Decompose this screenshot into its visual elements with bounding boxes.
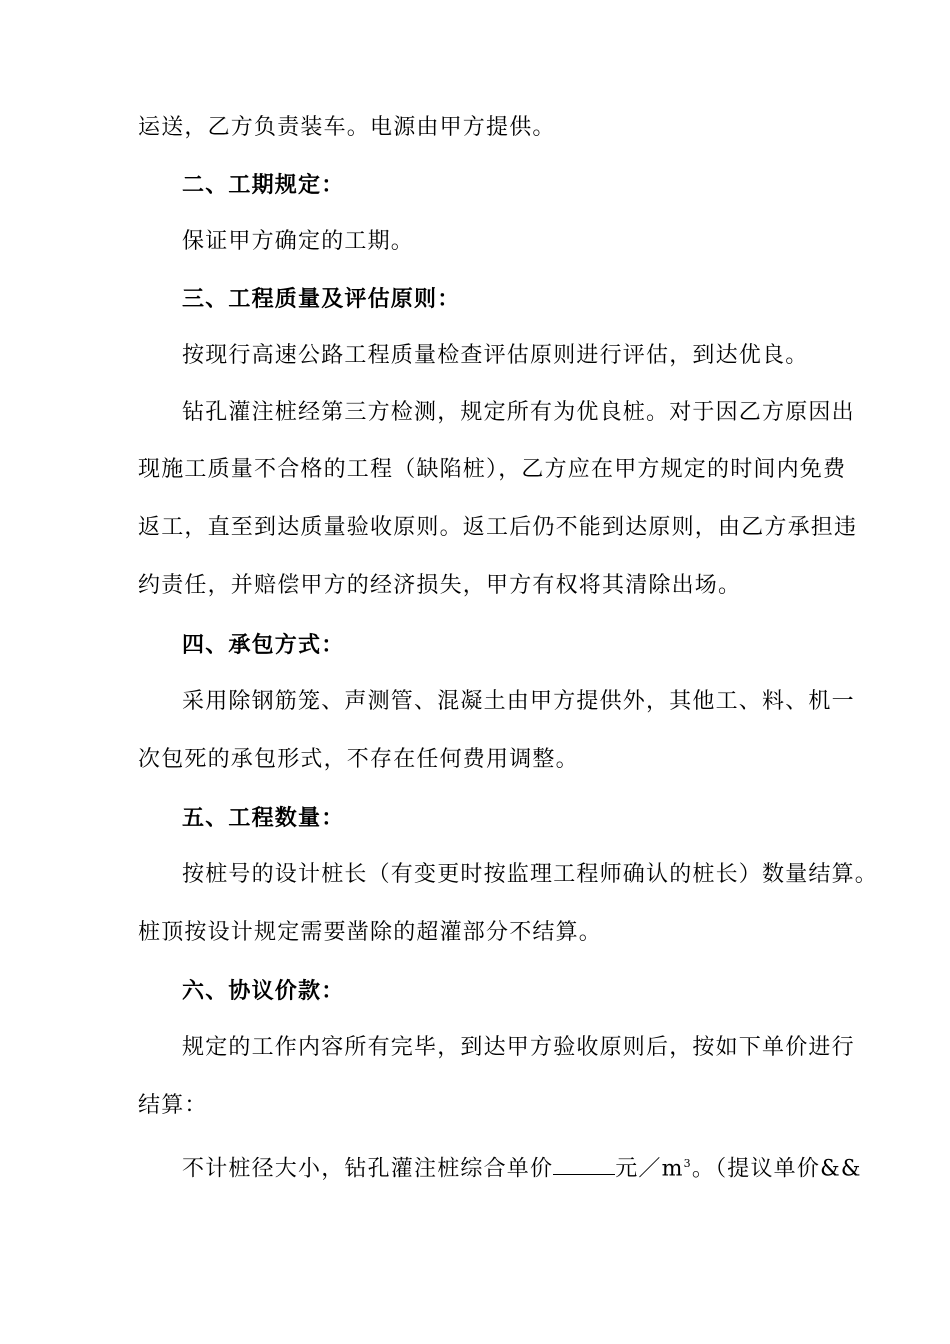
price-blank (553, 1154, 615, 1175)
unit-price-text: 不计桩径大小，钻孔灌注桩综合单价 (182, 1156, 554, 1182)
paragraph-line: 钻孔灌注桩经第三方检测，规定所有为优良桩。对于因乙方原因出 (182, 400, 855, 425)
unit-price-tail: 。（提议单价&& (691, 1156, 862, 1182)
section-heading-schedule: 二、工期规定： (182, 172, 345, 198)
paragraph-line: 采用除钢筋笼、声测管、混凝土由甲方提供外，其他工、料、机一 (182, 689, 855, 714)
paragraph-line: 桩顶按设计规定需要凿除的超灌部分不结算。 (138, 920, 603, 945)
paragraph-line: 结算： (138, 1093, 208, 1118)
paragraph-line: 运送，乙方负责装车。电源由甲方提供。 (138, 115, 556, 140)
paragraph-line: 约责任，并赔偿甲方的经济损失，甲方有权将其清除出场。 (138, 573, 742, 598)
unit-price-line (182, 1149, 862, 1184)
paragraph-line: 保证甲方确定的工期。 (182, 229, 415, 254)
paragraph-line: 次包死的承包形式，不存在任何费用调整。 (138, 747, 579, 772)
unit-label: 元／m (615, 1156, 684, 1182)
paragraph-line: 规定的工作内容所有完毕，到达甲方验收原则后，按如下单价进行 (182, 1035, 855, 1060)
paragraph-line: 按现行高速公路工程质量检查评估原则进行评估，到达优良。 (182, 343, 809, 368)
section-heading-quantity: 五、工程数量： (182, 805, 345, 831)
section-heading-contract-method: 四、承包方式： (182, 632, 345, 658)
unit-superscript: 3 (683, 1157, 692, 1170)
paragraph-line: 现施工质量不合格的工程（缺陷桩），乙方应在甲方规定的时间内免费 (138, 457, 847, 482)
paragraph-line: 按桩号的设计桩长（有变更时按监理工程师确认的桩长）数量结算。 (182, 862, 879, 887)
section-heading-quality: 三、工程质量及评估原则： (182, 286, 461, 312)
paragraph-line: 返工，直至到达质量验收原则。返工后仍不能到达原则，由乙方承担违 (138, 515, 858, 540)
section-heading-price: 六、协议价款： (182, 978, 345, 1004)
